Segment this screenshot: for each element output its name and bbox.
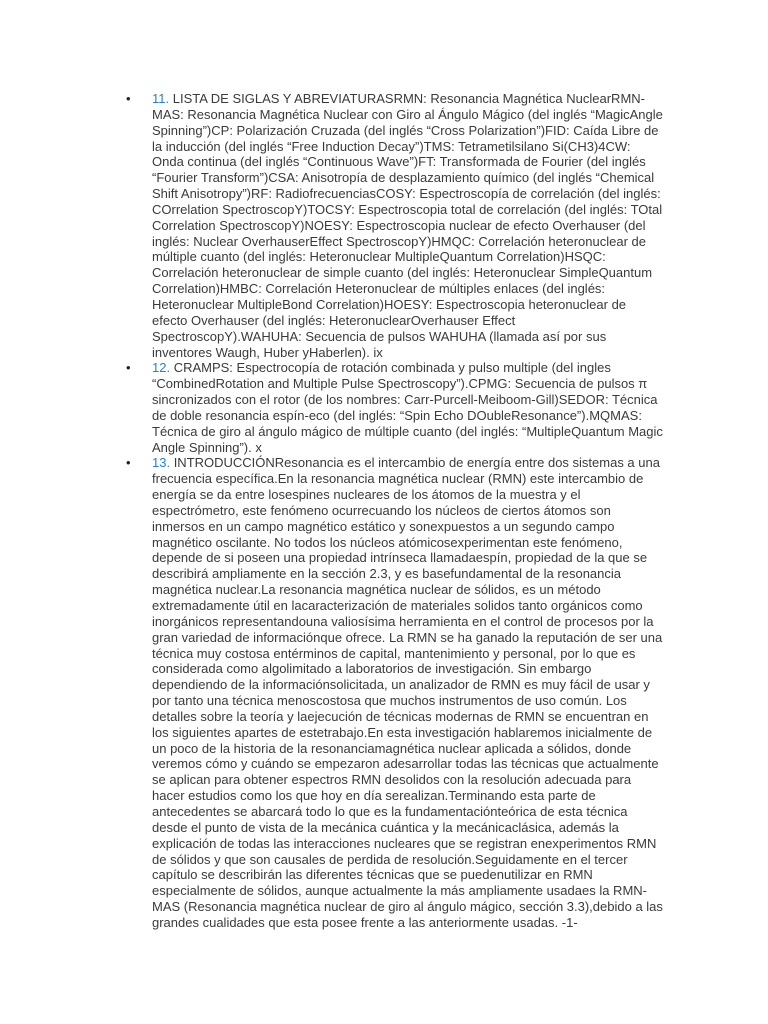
item-number-link[interactable]: 11.	[152, 91, 170, 106]
content-list	[115, 91, 665, 931]
list-item-11	[115, 91, 665, 360]
item-number-link[interactable]: 13.	[152, 455, 171, 471]
bullet-icon: •	[126, 91, 131, 106]
list-item-13	[115, 455, 665, 930]
item-number-link[interactable]: 12.	[152, 360, 171, 376]
item-text: CRAMPS: Espectrocopía de rotación combinada y pulso multiple (del ingles “CombinedRotation and Multiple Pulse Spectroscopy”).CPMG: Secuencia de pulsos π sincronizados con el rotor (de los nombres: Carr-Purcell-Meiboom-Gill)SEDOR: Técnica de doble resonancia espín-eco (del inglés: “Spin Echo DOubleResonance”).MQMAS: Técnica de giro al ángulo mágico de múltiple cuanto (del inglés: “MultipleQuantum Magic Angle Spinning”). x	[152, 360, 663, 455]
bullet-icon: •	[126, 360, 131, 376]
item-text: LISTA DE SIGLAS Y ABREVIATURASRMN: Resonancia Magnética NuclearRMN-MAS: Resonancia Magnética Nuclear con Giro al Ángulo Mágico (del inglés “MagicAngle Spinning”)CP: Polarización Cruzada (del inglés “Cross Polarization”)FID: Caída Libre de la inducción (del inglés “Free Induction Decay”)TMS: Tetrametilsilano Si(CH3)4CW: Onda continua (del inglés “Continuous Wave”)FT: Transformada de Fourier (del inglés “Fourier Transform”)CSA: Anisotropía de desplazamiento químico (del inglés “Chemical Shift Anisotropy”)RF: RadiofrecuenciasCOSY: Espectroscopía de correlación (del inglés: COrrelation SpectroscopY)TOCSY: Espectroscopia total de correlación (del inglés: TOtal Correlation SpectroscopY)NOESY: Espectroscopia nuclear de efecto Overhauser (del inglés: Nuclear OverhauserEffect SpectroscopY)HMQC: Correlación heteronuclear de múltiple cuanto (del inglés: Heteronuclear MultipleQuantum Correlation)HSQC: Correlación heteronuclear de simple cuanto (del inglés: Heteronuclear SimpleQuantum Correlation)HMBC: Correlación Heteronuclear de múltiples enlaces (del inglés: Heteronuclear MultipleBond Correlation)HOESY: Espectroscopia heteronuclear de efecto Overhauser (del inglés: HeteronuclearOverhauser Effect SpectroscopY).WAHUHA: Secuencia de pulsos WAHUHA (llamada así por sus inventores Waugh, Huber yHaberlen). ix	[152, 91, 663, 360]
list-item-12	[115, 360, 665, 455]
item-text: INTRODUCCIÓNResonancia es el intercambio de energía entre dos sistemas a una frecuencia específica.En la resonancia magnética nuclear (RMN) este intercambio de energía se da entre losespines nucleares de los átomos de la muestra y el espectrómetro, este fenómeno ocurrecuando los núcleos de ciertos átomos son inmersos en un campo magnético estático y sonexpuestos a un segundo campo magnético oscilante. No todos los núcleos atómicosexperimentan este fenómeno, depende de si poseen una propiedad intrínseca llamadaespín, propiedad de la que se describirá ampliamente en la sección 2.3, y es basefundamental de la resonancia magnética nuclear.La resonancia magnética nuclear de sólidos, es un método extremadamente útil en lacaracterización de materiales solidos tanto orgánicos como inorgánicos representandouna valiosísima herramienta en el control de procesos por la gran variedad de informaciónque ofrece. La RMN se ha ganado la reputación de ser una técnica muy costosa entérminos de capital, mantenimiento y personal, por lo que es considerada como algolimitado a laboratorios de investigación. Sin embargo dependiendo de la informaciónsolicitada, un analizador de RMN es muy fácil de usar y por tanto una técnica menoscostosa que muchos instrumentos de uso común. Los detalles sobre la teoría y laejecución de técnicas modernas de RMN se encuentran en los siguientes apartes de estetrabajo.En esta investigación hablaremos inicialmente de un poco de la historia de la resonanciamagnética nuclear aplicada a sólidos, donde veremos cómo y cuándo se empezaron adesarrollar todas las técnicas que actualmente se aplican para obtener espectros RMN desolidos con la resolución adecuada para hacer estudios como los que hoy en día serealizan.Terminando esta parte de antecedentes se abarcará todo lo que es la fundamentaciónteórica de esta técnica desde el punto de vista de la mecánica cuántica y la mecánicaclásica, además la explicación de todas las interacciones nucleares que se registran enexperimentos RMN de sólidos y que son causales de perdida de resolución.Seguidamente en el tercer capítulo se describirán las diferentes técnicas que se puedenutilizar en RMN especialmente de sólidos, aunque actualmente la más ampliamente usadaes la RMN-MAS (Resonancia magnética nuclear de giro al ángulo mágico, sección 3.3),debido a las grandes cualidades que esta posee frente a las anteriormente usadas. -1-	[152, 455, 663, 930]
bullet-icon: •	[126, 455, 131, 471]
